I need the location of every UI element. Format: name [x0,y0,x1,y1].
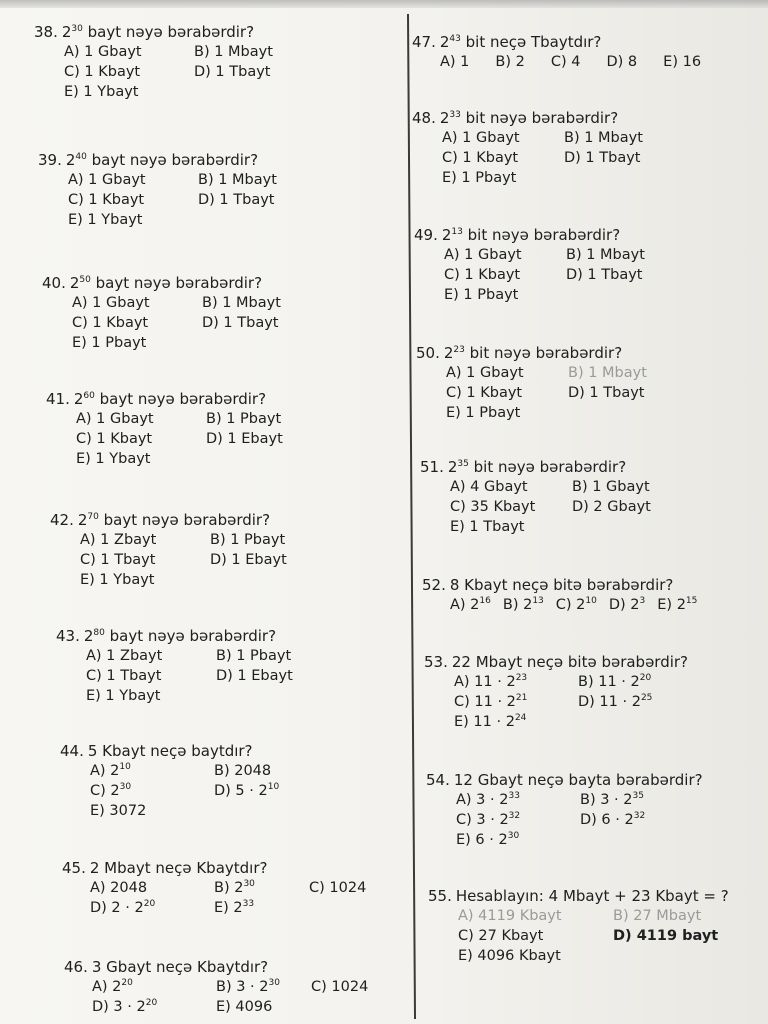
option-b[interactable]: B) $3 \cdot 2^{30}$ [216,978,280,995]
option-e[interactable]: E) 1 Ybayt [86,688,161,704]
option-e[interactable]: E) 1 Pbayt [444,287,519,303]
options [80,530,340,590]
question-title: 41. $2^{60}$ bayt nəyə bərabərdir? [46,390,267,408]
option-a[interactable]: A) 1 Gbayt [68,172,146,188]
option-e[interactable]: E) 1 Ybayt [64,84,139,100]
options [446,363,698,423]
question-title: 49. $2^{13}$ bit nəyə bərabərdir? [414,226,621,244]
option-e[interactable]: E) 4096 Kbayt [458,948,561,964]
question-53 [424,652,708,732]
option-e[interactable]: E) 1 Ybayt [76,451,151,467]
option-c[interactable]: C) 1 Kbayt [68,192,145,208]
option-c[interactable]: C) 1024 [309,880,367,896]
option-d[interactable]: D) 4119 bayt [613,928,719,944]
option-c[interactable]: C) 1 Kbayt [444,267,521,283]
question-49 [414,225,696,305]
option-d[interactable]: D) 1 Tbayt [568,385,645,401]
question-title: 39. $2^{40}$ bayt nəyə bərabərdir? [38,151,259,169]
option-d[interactable]: D) $6 \cdot 2^{32}$ [580,811,646,828]
question-title: 52. 8 Kbayt neçə bitə bərabərdir? [422,576,674,594]
question-title: 42. $2^{70}$ bayt nəyə bərabərdir? [50,511,271,529]
option-a[interactable]: A) 1 Gbayt [442,130,520,146]
option-e[interactable]: E) 4096 [216,999,273,1015]
options [440,52,701,72]
option-a[interactable]: A) $3 \cdot 2^{33}$ [456,791,520,808]
option-c[interactable]: C) 1 Kbayt [76,431,153,447]
question-title: 55. Hesablayın: 4 Mbayt + 23 Kbayt = ? [428,887,729,905]
option-e[interactable]: E) $2^{15}$ [657,596,698,613]
option-d[interactable]: D) 1 Tbayt [202,315,279,331]
question-title: 43. $2^{80}$ bayt nəyə bərabərdir? [56,627,277,645]
question-48 [412,108,694,188]
question-39 [38,150,328,230]
option-a[interactable]: A) 2048 [90,880,148,896]
options [456,790,710,850]
question-42 [50,510,340,590]
option-c[interactable]: C) 1 Kbayt [72,315,149,331]
option-a[interactable]: A) 1 Gbayt [72,295,150,311]
option-a[interactable]: A) $11 \cdot 2^{23}$ [454,673,528,690]
options [90,878,389,918]
question-50 [416,343,698,423]
option-b[interactable]: B) 1 Mbayt [194,44,273,60]
option-d[interactable]: D) 1 Ebayt [206,431,283,447]
option-e[interactable]: E) 1 Pbayt [72,335,147,351]
option-a[interactable]: A) 1 Gbayt [444,247,522,263]
option-a[interactable]: A) $2^{16}$ [450,596,491,613]
option-d[interactable]: D) 1 Tbayt [194,64,271,80]
question-title: 51. $2^{35}$ bit nəyə bərabərdir? [420,458,627,476]
options [454,672,708,732]
option-a[interactable]: A) 4119 Kbayt [458,908,562,924]
option-e[interactable]: E) 16 [663,54,702,70]
options [68,170,328,230]
option-c[interactable]: C) $2^{10}$ [555,596,597,613]
option-d[interactable]: D) $5 \cdot 2^{10}$ [214,782,280,799]
question-title: 46. 3 Gbayt neçə Kbaytdır? [64,958,269,976]
option-b[interactable]: B) 1 Mbayt [202,295,281,311]
options [86,646,346,706]
option-a[interactable]: A) $2^{10}$ [90,762,131,779]
question-title: 45. 2 Mbayt neçə Kbaytdır? [62,859,268,877]
option-c[interactable]: C) 1 Tbayt [86,668,162,684]
option-d[interactable]: D) $2^3$ [608,596,646,613]
options [72,293,332,353]
option-b[interactable]: B) 27 Mbayt [613,908,702,924]
options [444,245,696,305]
question-55 [428,886,743,966]
question-38 [34,22,334,102]
options [450,477,702,537]
option-e[interactable]: E) 3072 [90,803,147,819]
option-b[interactable]: B) 1 Mbayt [568,365,647,381]
option-e[interactable]: E) 1 Pbayt [446,405,521,421]
option-b[interactable]: B) 1 Pbayt [216,648,292,664]
option-d[interactable]: D) $2 \cdot 2^{20}$ [90,899,156,916]
option-b[interactable]: B) $2^{30}$ [214,879,255,896]
option-b[interactable]: B) 2048 [214,763,272,779]
option-b[interactable]: B) $2^{13}$ [502,596,544,613]
option-e[interactable]: E) $11 \cdot 2^{24}$ [454,713,527,730]
question-43 [56,626,346,706]
question-title: 53. 22 Mbayt neçə bitə bərabərdir? [424,653,689,671]
question-47 [412,32,701,72]
option-c[interactable]: C) $11 \cdot 2^{21}$ [454,693,528,710]
option-a[interactable]: A) 1 [440,54,470,70]
option-e[interactable]: E) 1 Pbayt [442,170,517,186]
options [450,595,697,615]
question-title: 50. $2^{23}$ bit nəyə bərabərdir? [416,344,623,362]
options [92,977,391,1017]
question-45 [62,858,389,918]
option-e[interactable]: E) 1 Ybayt [68,212,143,228]
option-b[interactable]: B) 1 Mbayt [198,172,277,188]
option-e[interactable]: E) 1 Tbayt [450,519,525,535]
option-b[interactable]: B) 1 Pbayt [206,411,282,427]
question-51 [420,457,702,537]
question-title: 54. 12 Gbayt neçə bayta bərabərdir? [426,771,703,789]
question-title: 48. $2^{33}$ bit nəyə bərabərdir? [412,109,619,127]
options [458,906,743,966]
top-border [0,0,768,8]
question-title: 40. $2^{50}$ bayt nəyə bərabərdir? [42,274,263,292]
option-d[interactable]: D) $3 \cdot 2^{20}$ [92,998,158,1015]
option-d[interactable]: D) 1 Ebayt [210,552,287,568]
option-b[interactable]: B) 1 Gbayt [572,479,650,495]
option-d[interactable]: D) 1 Tbayt [564,150,641,166]
option-d[interactable]: D) 2 Gbayt [572,499,651,515]
option-c[interactable]: C) 4 [550,54,581,70]
option-e[interactable]: E) 1 Ybayt [80,572,155,588]
option-c[interactable]: C) 1 Kbayt [64,64,141,80]
option-b[interactable]: B) 1 Pbayt [210,532,286,548]
option-e[interactable]: E) $6 \cdot 2^{30}$ [456,831,520,848]
question-title: 38. $2^{30}$ bayt nəyə bərabərdir? [34,23,255,41]
question-40 [42,273,332,353]
question-46 [64,957,391,1017]
option-e[interactable]: E) $2^{33}$ [214,899,255,916]
option-c[interactable]: C) 27 Kbayt [458,928,544,944]
option-c[interactable]: C) 35 Kbayt [450,499,536,515]
option-d[interactable]: D) 1 Ebayt [216,668,293,684]
option-a[interactable]: A) 1 Zbayt [86,648,163,664]
question-52 [422,575,697,615]
option-a[interactable]: A) 1 Gbayt [446,365,524,381]
option-c[interactable]: C) 1 Kbayt [442,150,519,166]
option-b[interactable]: B) $11 \cdot 2^{20}$ [578,673,652,690]
option-d[interactable]: D) 8 [606,54,638,70]
option-c[interactable]: C) 1 Kbayt [446,385,523,401]
option-d[interactable]: D) $11 \cdot 2^{25}$ [578,693,653,710]
options [64,42,334,102]
option-b[interactable]: B) $3 \cdot 2^{35}$ [580,791,644,808]
option-a[interactable]: A) 1 Zbayt [80,532,157,548]
option-c[interactable]: C) $3 \cdot 2^{32}$ [456,811,521,828]
option-c[interactable]: C) 1 Tbayt [80,552,156,568]
option-b[interactable]: B) 2 [495,54,525,70]
option-b[interactable]: B) 1 Mbayt [564,130,643,146]
option-a[interactable]: A) 1 Gbayt [64,44,142,60]
question-title: 47. $2^{43}$ bit neçə Tbaytdır? [412,33,602,51]
option-a[interactable]: A) 1 Gbayt [76,411,154,427]
option-a[interactable]: A) $2^{20}$ [92,978,133,995]
option-d[interactable]: D) 1 Tbayt [198,192,275,208]
question-54 [426,770,710,850]
question-title: 44. 5 Kbayt neçə baytdır? [60,742,253,760]
options [442,128,694,188]
option-c[interactable]: C) $2^{30}$ [90,782,132,799]
option-b[interactable]: B) 1 Mbayt [566,247,645,263]
option-c[interactable]: C) 1024 [311,979,369,995]
question-44 [60,741,354,821]
options [90,761,354,821]
question-41 [46,389,336,469]
options [76,409,336,469]
option-d[interactable]: D) 1 Tbayt [566,267,643,283]
option-a[interactable]: A) 4 Gbayt [450,479,528,495]
